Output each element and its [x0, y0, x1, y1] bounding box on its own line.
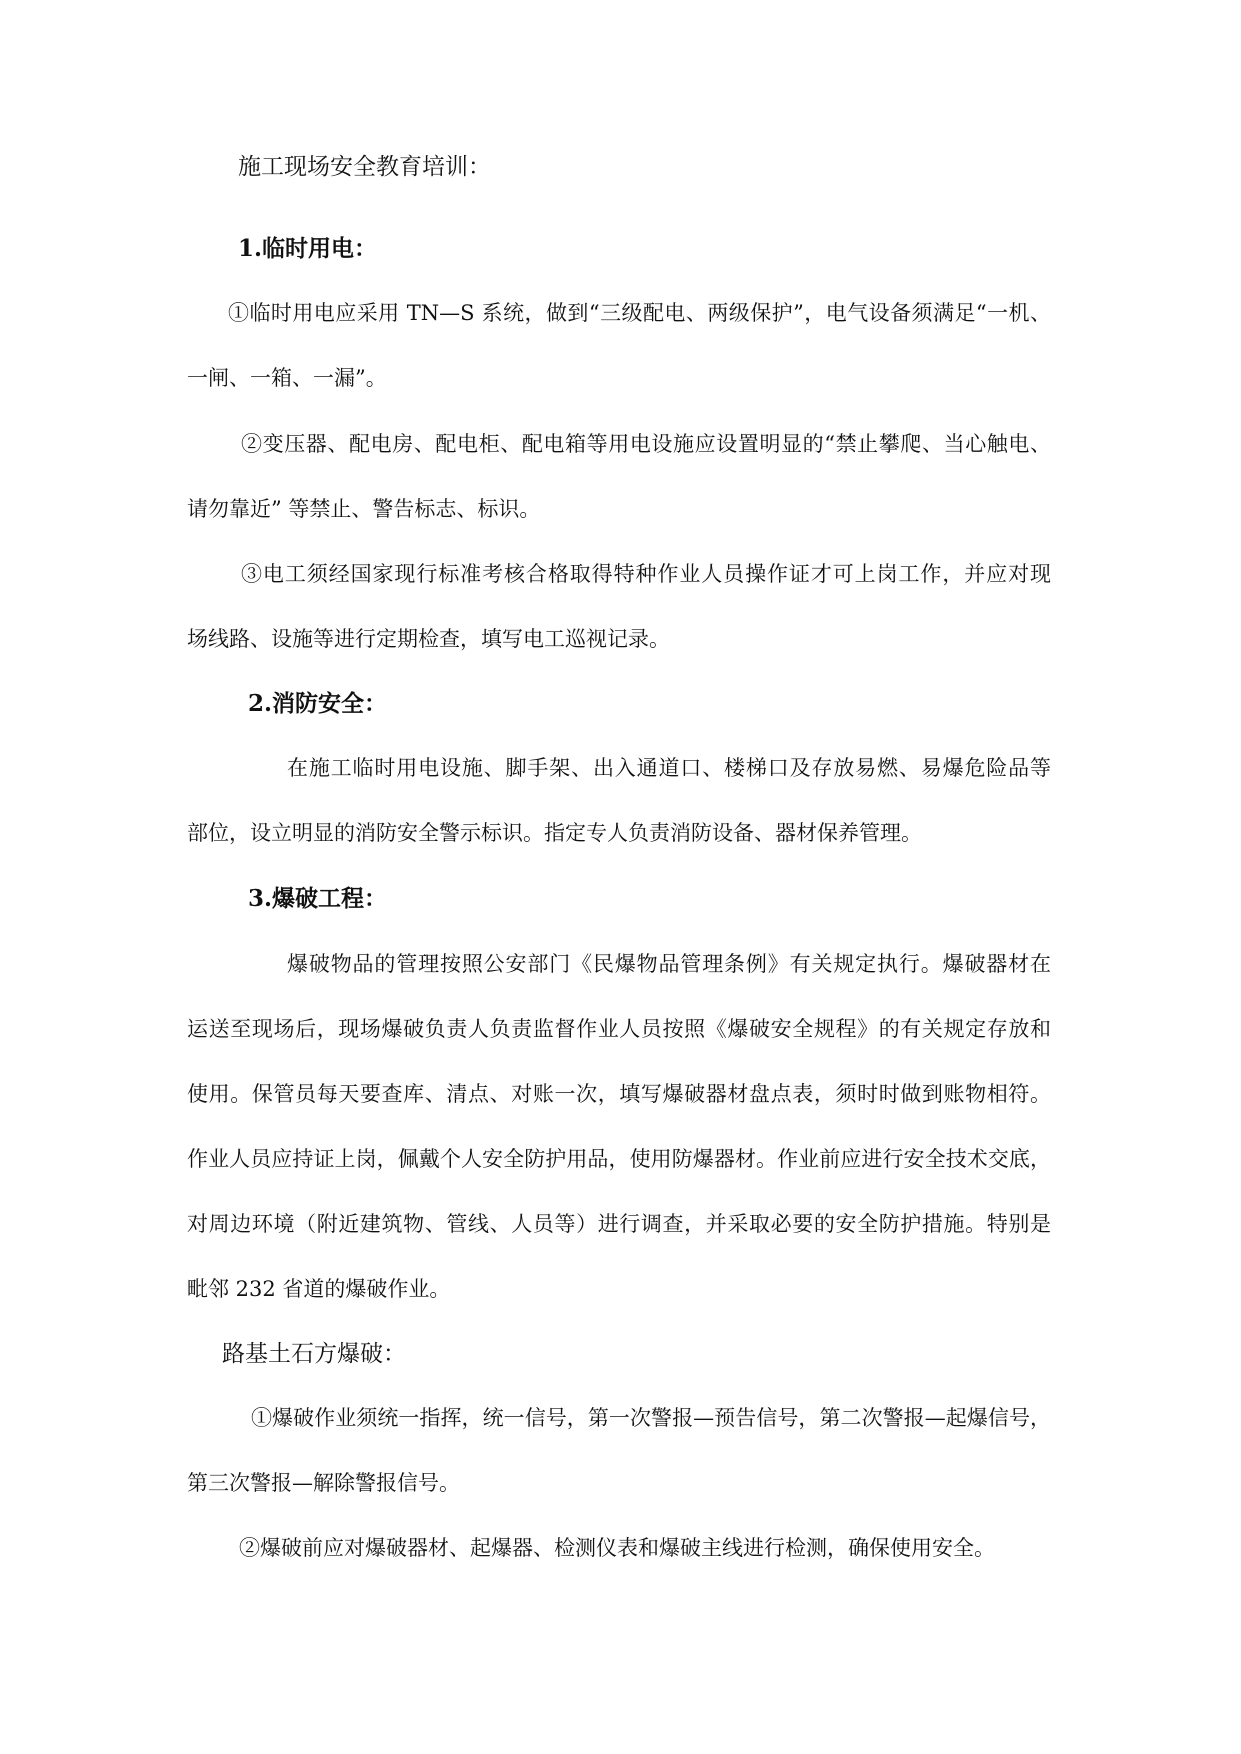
blasting-line5: 对周边环境（附近建筑物、管线、人员等）进行调查，并采取必要的安全防护措施。特别是 — [187, 1212, 1051, 1236]
electricity-item3-line1: ③电工须经国家现行标准考核合格取得特种作业人员操作证才可上岗工作，并应对现 — [241, 562, 1051, 586]
earthwork-item1-line2: 第三次警报—解除警报信号。 — [187, 1471, 460, 1495]
blasting-line1: 爆破物品的管理按照公安部门《民爆物品管理条例》有关规定执行。爆破器材在 — [287, 952, 1051, 976]
electricity-item3-line2: 场线路、设施等进行定期检查，填写电工巡视记录。 — [187, 627, 670, 651]
earthwork-item1-line1: ①爆破作业须统一指挥，统一信号，第一次警报—预告信号，第二次警报—起爆信号， — [251, 1406, 1051, 1430]
subsection-heading-earthwork-blasting: 路基土石方爆破： — [222, 1341, 406, 1367]
fire-safety-line2: 部位，设立明显的消防安全警示标识。指定专人负责消防设备、器材保养管理。 — [187, 821, 922, 845]
document-title: 施工现场安全教育培训： — [238, 154, 491, 180]
electricity-item1-line1: ①临时用电应采用 TN—S 系统，做到“三级配电、两级保护”，电气设备须满足“一机、 — [228, 301, 1051, 325]
blasting-line3: 使用。保管员每天要查库、清点、对账一次，填写爆破器材盘点表，须时时做到账物相符。 — [187, 1082, 1051, 1106]
section-heading-fire-safety: 2.消防安全： — [248, 690, 388, 717]
earthwork-item2-line1: ②爆破前应对爆破器材、起爆器、检测仪表和爆破主线进行检测，确保使用安全。 — [239, 1536, 995, 1560]
fire-safety-line1: 在施工临时用电设施、脚手架、出入通道口、楼梯口及存放易燃、易爆危险品等 — [287, 756, 1051, 780]
section-heading-electricity: 1.临时用电： — [238, 235, 378, 262]
electricity-item2-line2: 请勿靠近” 等禁止、警告标志、标识。 — [187, 497, 541, 521]
blasting-line6: 毗邻 232 省道的爆破作业。 — [187, 1277, 451, 1301]
electricity-item1-line2: 一闸、一箱、一漏”。 — [187, 366, 387, 390]
electricity-item2-line1: ②变压器、配电房、配电柜、配电箱等用电设施应设置明显的“禁止攀爬、当心触电、 — [241, 432, 1051, 456]
blasting-line2: 运送至现场后，现场爆破负责人负责监督作业人员按照《爆破安全规程》的有关规定存放和 — [187, 1017, 1051, 1041]
section-heading-blasting: 3.爆破工程： — [248, 885, 388, 912]
blasting-line4: 作业人员应持证上岗，佩戴个人安全防护用品，使用防爆器材。作业前应进行安全技术交底， — [187, 1147, 1051, 1171]
